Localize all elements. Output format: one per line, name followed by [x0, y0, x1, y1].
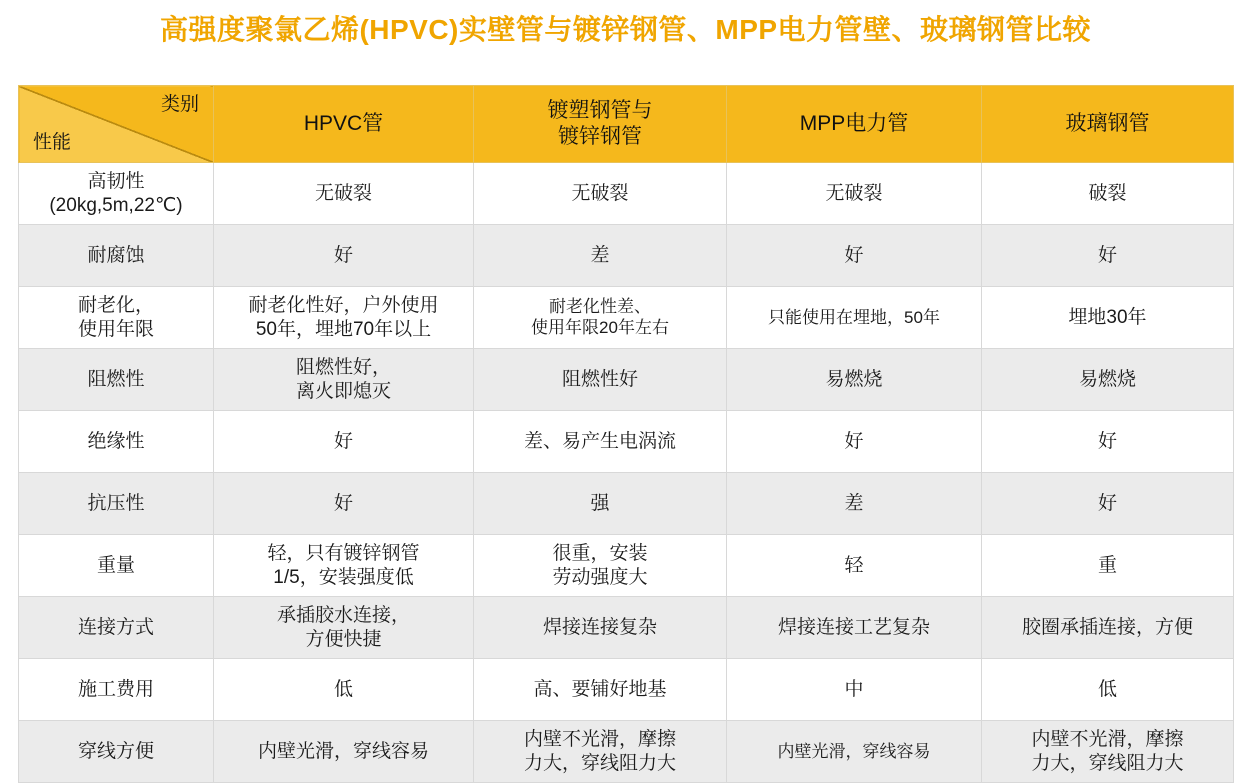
row-label-line2: 使用年限	[77, 318, 154, 340]
cell: 焊接连接工艺复杂	[727, 597, 982, 659]
row-label-line1: 阻燃性	[87, 368, 145, 390]
table-row	[19, 349, 1234, 411]
cell: 高、要铺好地基	[474, 659, 727, 721]
cell: 差、易产生电涡流	[474, 411, 727, 473]
cell: 内壁不光滑，摩擦 力大，穿线阻力大	[982, 721, 1234, 783]
row-label-line1: 抗压性	[87, 492, 145, 514]
table-row	[19, 659, 1234, 721]
row-label	[19, 349, 214, 411]
cell: 轻，只有镀锌钢管 1/5，安装强度低	[214, 535, 474, 597]
row-label	[19, 411, 214, 473]
cell: 耐老化性差、 使用年限20年左右	[474, 287, 727, 349]
row-label-line2: (20kg,5m,22℃)	[49, 194, 183, 216]
column-header-frp	[982, 86, 1234, 163]
table-row	[19, 535, 1234, 597]
row-label-line1: 绝缘性	[87, 430, 145, 452]
cell: 好	[982, 225, 1234, 287]
table-corner-cell	[19, 86, 214, 163]
cell: 胶圈承插连接，方便	[982, 597, 1234, 659]
column-header-line1: 镀塑钢管与	[547, 99, 653, 123]
cell: 低	[214, 659, 474, 721]
column-header-line1: 玻璃钢管	[1065, 112, 1150, 136]
cell: 好	[727, 411, 982, 473]
comparison-table	[18, 85, 1234, 783]
row-label-line1: 高韧性	[87, 171, 145, 193]
row-label	[19, 473, 214, 535]
cell: 内壁不光滑，摩擦 力大，穿线阻力大	[474, 721, 727, 783]
column-header-line1: HPVC管	[303, 112, 384, 136]
table-row	[19, 473, 1234, 535]
row-label-line1: 耐腐蚀	[87, 244, 145, 266]
cell: 轻	[727, 535, 982, 597]
row-label	[19, 721, 214, 783]
row-label	[19, 287, 214, 349]
table-header-row	[19, 86, 1234, 163]
row-label	[19, 225, 214, 287]
cell: 内壁光滑，穿线容易	[727, 721, 982, 783]
row-label-line1: 施工费用	[77, 678, 154, 700]
cell: 好	[982, 411, 1234, 473]
cell: 易燃烧	[727, 349, 982, 411]
cell: 好	[214, 411, 474, 473]
cell: 无破裂	[214, 163, 474, 225]
corner-property-label: 性能	[33, 132, 72, 154]
cell: 埋地30年	[982, 287, 1234, 349]
cell: 易燃烧	[982, 349, 1234, 411]
cell: 中	[727, 659, 982, 721]
page-title: 高强度聚氯乙烯(HPVC)实壁管与镀锌钢管、MPP电力管壁、玻璃钢管比较	[159, 14, 1092, 45]
cell: 焊接连接复杂	[474, 597, 727, 659]
cell: 无破裂	[474, 163, 727, 225]
cell: 阻燃性好， 离火即熄灭	[214, 349, 474, 411]
row-label	[19, 659, 214, 721]
cell: 差	[727, 473, 982, 535]
table-row	[19, 411, 1234, 473]
column-header-galvanized	[474, 86, 727, 163]
cell: 好	[727, 225, 982, 287]
cell: 好	[214, 225, 474, 287]
row-label	[19, 597, 214, 659]
cell: 只能使用在埋地，50年	[727, 287, 982, 349]
cell: 内壁光滑，穿线容易	[214, 721, 474, 783]
row-label	[19, 535, 214, 597]
table-row	[19, 721, 1234, 783]
cell: 重	[982, 535, 1234, 597]
cell: 阻燃性好	[474, 349, 727, 411]
column-header-line2: 镀锌钢管	[558, 125, 642, 148]
cell: 好	[214, 473, 474, 535]
row-label-line1: 连接方式	[77, 616, 154, 638]
table-row	[19, 163, 1234, 225]
table-row	[19, 225, 1234, 287]
cell: 耐老化性好，户外使用 50年，埋地70年以上	[214, 287, 474, 349]
cell: 无破裂	[727, 163, 982, 225]
column-header-mpp	[727, 86, 982, 163]
cell: 差	[474, 225, 727, 287]
comparison-table-container	[18, 85, 1233, 783]
cell: 很重，安装 劳动强度大	[474, 535, 727, 597]
cell: 破裂	[982, 163, 1234, 225]
corner-category-label: 类别	[160, 94, 199, 115]
row-label-line1: 耐老化，	[77, 295, 154, 317]
row-label-line1: 穿线方便	[77, 740, 154, 762]
row-label-line1: 重量	[96, 554, 135, 576]
column-header-hpvc	[214, 86, 474, 163]
cell: 好	[982, 473, 1234, 535]
cell: 强	[474, 473, 727, 535]
column-header-line1: MPP电力管	[799, 112, 909, 136]
table-row	[19, 597, 1234, 659]
row-label	[19, 163, 214, 225]
table-row	[19, 287, 1234, 349]
cell: 承插胶水连接， 方便快捷	[214, 597, 474, 659]
cell: 低	[982, 659, 1234, 721]
